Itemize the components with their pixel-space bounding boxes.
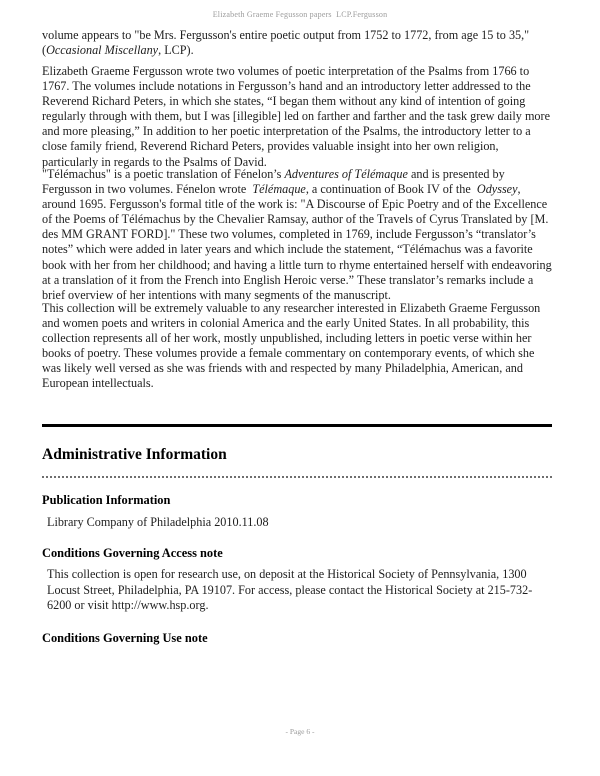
text-run: This collection will be extremely valuable to any researcher interested in Elizabeth Graeme Fergusson and women poets and writers in colonial America and the early United States. In all probability, this collection represents all of her work, mostly unpublished, including letters in poetic verse within her books of poetry. These volumes provide a female commentary on contemporary events, of which she was likely well versed as she was friends with and respected by many Philadelphia, American, and European intellectuals. xyxy=(42,301,541,391)
page-header-title: Elizabeth Graeme Fegusson papers LCP.Fergusson xyxy=(212,10,388,19)
page-header xyxy=(0,10,600,19)
scope-paragraph-3 xyxy=(42,167,554,303)
text-run: , a continuation of Book IV of the xyxy=(305,182,477,197)
scope-paragraph-2 xyxy=(42,64,554,170)
page-number-label: - Page 6 - xyxy=(285,727,315,736)
text-run: , LCP). xyxy=(158,43,194,58)
scope-paragraph-4 xyxy=(42,301,554,392)
scope-paragraph-1 xyxy=(42,28,554,58)
text-run: Elizabeth Graeme Fergusson wrote two volumes of poetic interpretation of the Psalms from 1766 to 1767. The volumes include notations in Fergusson’s hand and an introductory letter addressed to the Reverend Richard Peters, in which she states, “I began them without any kind of intention of going regularly through with them, but I was [illegible] led on farther and farther and the task grew daily more and more pleasing,” In addition to her poetic interpretation of the Psalms, the introductory letter to a close family friend, Reverend Richard Peters, provides valuable insight into her own religion, particularly in regards to the Psalms of David. xyxy=(42,64,550,169)
text-run: volume appears to "be Mrs. Fergusson's entire poetic output from 1752 to 1772, from age 15 to 35," ( xyxy=(42,28,530,58)
italic-title-run: Odyssey xyxy=(476,182,518,197)
text-run: , around 1695. Fergusson's formal title of the work is: "A Discourse of Epic Poetry and of the Excellence of the Poems of Télémachus by the Chevalier Ramsay, author of the Travels of Cyrus Translated by [M. des MM GRANT FORD]." These two volumes, completed in 1769, include Fergusson’s “translator’s notes” which were added in later years and which include the statement, “Télémachus was a favorite book with her from her childhood; and having a little turn to rhyme entertained herself with endeavoring at a translation of it from the French into English Heroic verse.” These translator’s remarks include a brief overview of her intentions with many segments of the manuscript. xyxy=(42,182,552,302)
section-rule xyxy=(42,424,552,427)
section-title-administrative-information: Administrative Information xyxy=(42,446,227,463)
italic-title-run: Télémaque xyxy=(252,182,306,197)
subheading-publication-information: Publication Information xyxy=(42,493,171,507)
text-run: "Télémachus" is a poetic translation of Fénelon’s xyxy=(42,167,285,181)
italic-title-run: Occasional Miscellany xyxy=(46,43,159,58)
italic-title-run: Adventures of Télémaque xyxy=(284,167,408,181)
access-note-text: This collection is open for research use, on deposit at the Historical Society of Pennsylvania, 1300 Locust Street, Philadelphia, PA 19107. For access, please contact the Historical Society at 215-732-6200 or visit http://www.hsp.org. xyxy=(47,567,533,613)
publication-text: Library Company of Philadelphia 2010.11.08 xyxy=(47,515,269,529)
dotted-rule xyxy=(42,476,552,478)
page-footer xyxy=(0,727,600,736)
subheading-use-note: Conditions Governing Use note xyxy=(42,631,208,645)
subheading-access-note: Conditions Governing Access note xyxy=(42,546,223,560)
text-run: and is presented by Fergusson in two volumes. Fénelon wrote xyxy=(42,167,505,197)
